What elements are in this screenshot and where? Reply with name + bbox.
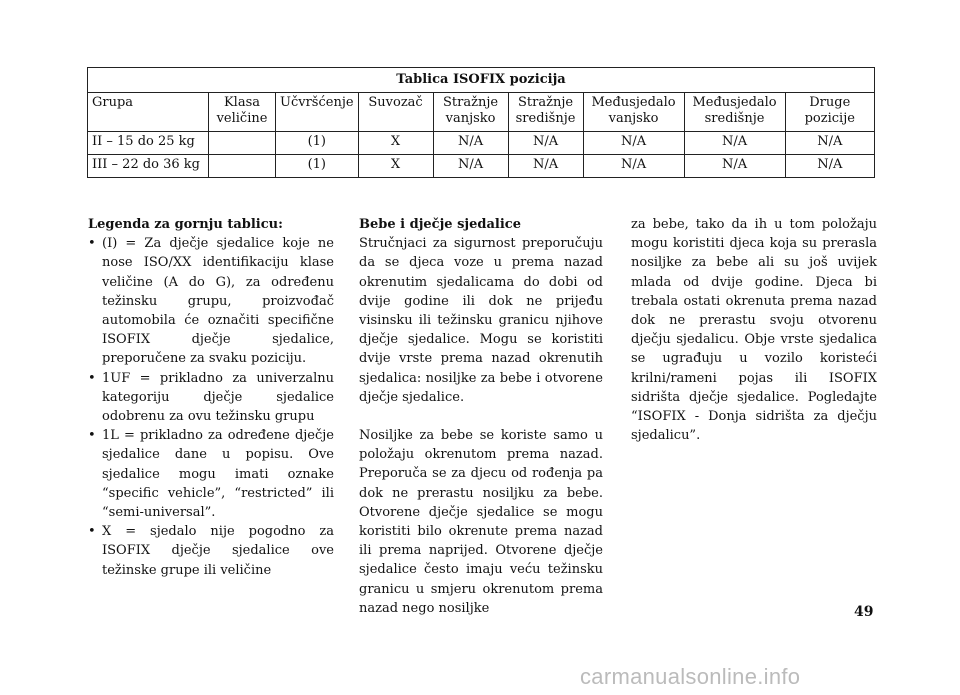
table-cell: N/A <box>583 132 684 155</box>
bullet-icon: • <box>88 370 96 386</box>
table-cell: X <box>358 132 433 155</box>
table-cell: II – 15 do 25 kg <box>88 132 209 155</box>
table-cell <box>209 155 276 178</box>
section-column-middle <box>359 215 603 618</box>
table-cell: III – 22 do 36 kg <box>88 155 209 178</box>
table-cell: N/A <box>785 155 874 178</box>
legend-column <box>88 215 334 580</box>
table-cell: X <box>358 155 433 178</box>
table-row <box>88 155 875 178</box>
section-heading: Bebe i dječje sjedalice <box>359 217 521 232</box>
section-paragraph: Nosiljke za bebe se koriste samo u položaju okrenutom prema nazad. Preporuča se za djecu od rođenja pa dok ne prerastu nosiljku za bebe. Otvorene dječje sjedalice se mogu koristiti bilo okrenute prema nazad ili prema naprijed. Otvorene dječje sjedalice često imaju veću težinsku granicu u smjeru okrenutom prema nazad nego nosiljke <box>359 428 603 616</box>
column-header: Međusjedalo središnje <box>684 93 785 132</box>
column-header: Međusjedalo vanjsko <box>583 93 684 132</box>
table-cell: (1) <box>276 132 359 155</box>
column-header: Suvozač <box>358 93 433 132</box>
table-cell: N/A <box>583 155 684 178</box>
table-row <box>88 132 875 155</box>
column-header: Stražnje središnje <box>508 93 583 132</box>
table-title-row <box>88 68 875 93</box>
isofix-table <box>87 67 875 178</box>
column-header: Učvršćenje <box>276 93 359 132</box>
table-cell: (1) <box>276 155 359 178</box>
table-cell: N/A <box>785 132 874 155</box>
table-cell: N/A <box>684 132 785 155</box>
table-cell: N/A <box>433 132 508 155</box>
legend-title: Legenda za gornju tablicu: <box>88 217 283 232</box>
bullet-icon: • <box>88 524 96 540</box>
legend-item-text: 1UF = prikladno za univerzalnu kategoriju dječje sjedalice odobrenu za ovu težinsku grupu <box>102 370 334 425</box>
column-header: Grupa <box>88 93 209 132</box>
legend-item-text: (I) = Za dječje sjedalice koje ne nose ISO/XX identifikaciju klase veličine (A do G), za određenu težinsku grupu, proizvođač automobila će označiti specifične ISOFIX dječje sjedalice, preporučene za svaku poziciju. <box>102 236 334 367</box>
legend-item <box>88 234 334 368</box>
column-header: Druge pozicije <box>785 93 874 132</box>
legend-item <box>88 369 334 427</box>
section-paragraph: Stručnjaci za sigurnost preporučuju da se djeca voze u prema nazad okrenutim sjedalicama do dobi od dvije godine ili dok ne prijeđu visinsku ili težinsku granicu njihove dječje sjedalice. Mogu se koristiti dvije vrste prema nazad okrenutih sjedalica: nosiljke za bebe i otvorene dječje sjedalice. <box>359 236 603 405</box>
table-cell: N/A <box>433 155 508 178</box>
bullet-icon: • <box>88 428 96 444</box>
legend-item <box>88 522 334 580</box>
legend-list <box>88 234 334 580</box>
column-header: Stražnje vanjsko <box>433 93 508 132</box>
watermark: carmanualsonline.info <box>580 664 801 689</box>
table-cell: N/A <box>684 155 785 178</box>
section-column-right <box>631 215 877 445</box>
table-header-row <box>88 93 875 132</box>
legend-item-text: 1L = prikladno za određene dječje sjedalice dane u popisu. Ove sjedalice mogu imati oznake “specific vehicle”, “restricted” ili “semi-universal”. <box>102 428 334 521</box>
section-paragraph: za bebe, tako da ih u tom položaju mogu koristiti djeca koja su prerasla nosiljke za bebe ali su još uvijek mlada od dvije godine. Djeca bi trebala ostati okrenuta prema nazad dok ne prerastu svoju otvorenu dječju sjedalicu. Obje vrste sjedalica se ugrađuju u vozilo koristeći krilni/rameni pojas ili ISOFIX sidrišta dječje sjedalice. Pogledajte “ISOFIX - Donja sidrišta za dječju sjedalicu”. <box>631 217 877 444</box>
table-cell: N/A <box>508 132 583 155</box>
bullet-icon: • <box>88 236 96 252</box>
table-title: Tablica ISOFIX pozicija <box>88 68 875 93</box>
table-cell: N/A <box>508 155 583 178</box>
legend-item-text: X = sjedalo nije pogodno za ISOFIX dječje sjedalice ove težinske grupe ili veličine <box>102 524 334 578</box>
page-number: 49 <box>854 604 874 620</box>
table-cell <box>209 132 276 155</box>
legend-item <box>88 426 334 522</box>
column-header: Klasa veličine <box>209 93 276 132</box>
